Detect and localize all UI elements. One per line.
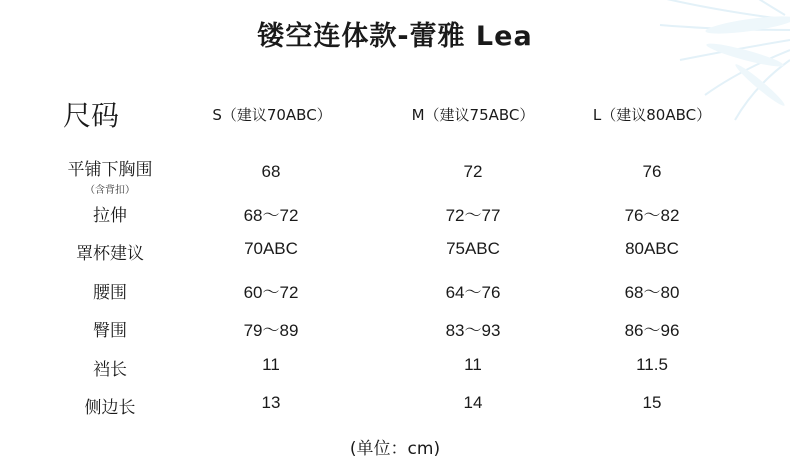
cell: 68 bbox=[261, 162, 281, 181]
row-label: 拉伸 bbox=[93, 206, 127, 226]
cell: 64～76 bbox=[445, 283, 501, 302]
cell: 72 bbox=[463, 162, 483, 181]
row-label bbox=[40, 155, 180, 196]
row-label-text: 平铺下胸围 bbox=[67, 160, 153, 180]
row-label: 裆长 bbox=[93, 360, 127, 380]
cell: 68～80 bbox=[624, 283, 680, 302]
column-header-l: L（建议80ABC） bbox=[592, 106, 712, 124]
column-header-s: S（建议70ABC） bbox=[212, 106, 332, 124]
unit-note: (单位：cm) bbox=[349, 439, 441, 459]
page-title: 镂空连体款-蕾雅 Lea bbox=[257, 21, 533, 52]
row-label: 臀围 bbox=[93, 321, 127, 341]
cell: 80ABC bbox=[625, 239, 679, 258]
cell: 70ABC bbox=[244, 239, 298, 258]
cell: 11.5 bbox=[636, 355, 668, 374]
cell: 79～89 bbox=[243, 321, 299, 340]
cell: 11 bbox=[262, 355, 280, 374]
cell: 11 bbox=[464, 355, 482, 374]
cell: 60～72 bbox=[243, 283, 299, 302]
cell: 15 bbox=[642, 393, 662, 412]
cell: 68～72 bbox=[243, 206, 299, 225]
row-label-subtext: （含背扣） bbox=[85, 185, 135, 196]
column-header-m: M（建议75ABC） bbox=[411, 106, 535, 124]
cell: 13 bbox=[261, 393, 281, 412]
cell: 83～93 bbox=[445, 321, 501, 340]
cell: 76 bbox=[642, 162, 662, 181]
size-label: 尺码 bbox=[62, 99, 119, 132]
row-label: 腰围 bbox=[93, 283, 127, 303]
cell: 86～96 bbox=[624, 321, 680, 340]
row-label: 罩杯建议 bbox=[76, 244, 144, 264]
cell: 14 bbox=[463, 393, 483, 412]
cell: 75ABC bbox=[446, 239, 500, 258]
cell: 76～82 bbox=[624, 206, 680, 225]
row-label: 侧边长 bbox=[84, 398, 136, 418]
cell: 72～77 bbox=[445, 206, 501, 225]
